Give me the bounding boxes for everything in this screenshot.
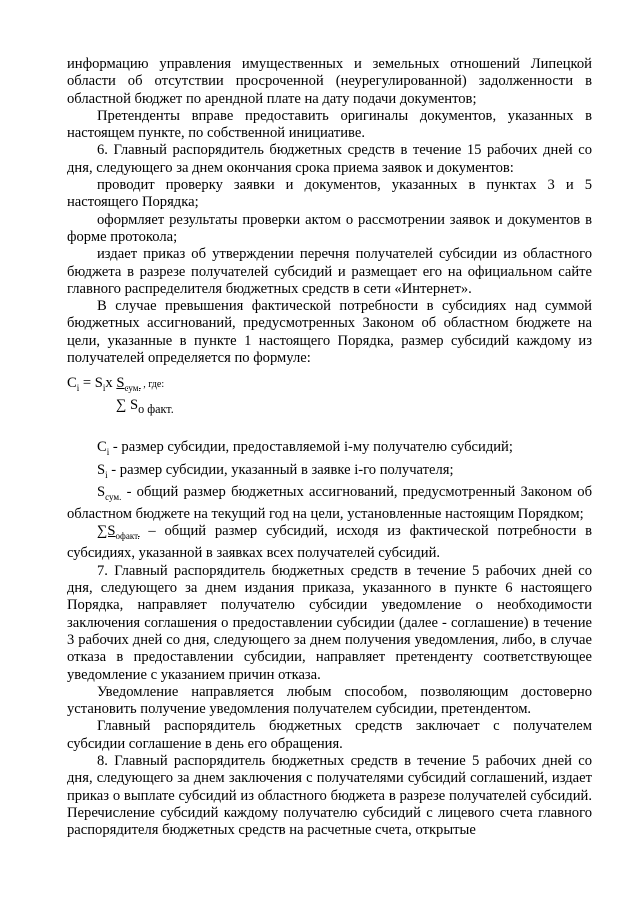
paragraph-13: Уведомление направляется любым способом, позволяющим достоверно установить получение уведомления получателем субсидии, претендентом. xyxy=(67,683,592,718)
formula-s-sum: $S_{сум.}$ xyxy=(116,375,141,394)
definition-si: $S_i$ - размер субсидии, указанный в заявке i-го получателя; xyxy=(97,461,454,480)
formula-denominator: ∑ $S_{о факт.}$ xyxy=(116,397,174,417)
paragraph-1: информацию управления имущественных и земельных отношений Липецкой области об отсутствии просроченной (неурегулированной) задолженности в областной бюджет по арендной плате на дату подачи документов; xyxy=(67,56,592,107)
definition-sfact: $\sum S_{офакт.}$ – общий размер субсидий, исходя из фактической потребности в субсидиях, указанной в заявках всех получателей субсидий. xyxy=(67,523,592,562)
paragraph-15: 8. Главный распорядитель бюджетных средств в течение 5 рабочих дней со дня, следующего за днем заключения с получателями субсидий соглашений, издает приказ о выплате субсидий из областного бюджета в разрезе получателей субсидий. Перечисление субсидий каждому получателю субсидий с лицевого счета главного распорядителя бюджетных средств на расчетные счета, открытые xyxy=(67,753,592,839)
paragraph-7: В случае превышения фактической потребности в субсидиях над суммой бюджетных ассигнований, предусмотренных Законом об областном бюджете на цели, указанные в пункте 1 настоящего Порядка, размер субсидий каждому из получателей определяется по формуле: xyxy=(67,298,592,367)
document-page xyxy=(67,56,592,840)
definition-ssum: $S_{сум.}$ - общий размер бюджетных ассигнований, предусмотренный Законом об областном бюджете на текущий год на цели, установленные настоящим Порядком; xyxy=(67,483,593,522)
paragraph-4: проводит проверку заявки и документов, указанных в пунктах 3 и 5 настоящего Порядка; xyxy=(67,177,592,211)
formula xyxy=(67,369,592,425)
formula-numerator: $C_i = S_ix$ $S_{сум.}$ , где: xyxy=(67,375,165,394)
paragraph-5: оформляет результаты проверки актом о рассмотрении заявок и документов в форме протокола; xyxy=(67,211,592,245)
paragraph-6: издает приказ об утверждении перечня получателей субсидии из областного бюджета в разрезе получателей субсидий и размещает его на официальном сайте главного распределителя бюджетных средств в сети «Интернет». xyxy=(67,246,592,297)
definition-ci: $C_i$ - размер субсидии, предоставляемой i-му получателю субсидий; xyxy=(97,439,513,458)
paragraph-3: 6. Главный распорядитель бюджетных средств в течение 15 рабочих дней со дня, следующего за днем окончания срока приема заявок и документов: xyxy=(67,142,592,176)
paragraph-12: 7. Главный распорядитель бюджетных средств в течение 5 рабочих дней со дня, следующего за днем издания приказа, указанного в пункте 6 настоящего Порядка, направляет получателю субсидии уведомление о необходимости заключения соглашения о предоставлении субсидии (далее - соглашение) в течение 3 рабочих дней со дня, следующего за днем получения уведомления, либо, в случае отказа в предоставлении субсидии, направляет претенденту соответствующее уведомление с указанием причин отказа. xyxy=(67,562,592,683)
paragraph-14: Главный распорядитель бюджетных средств заключает с получателем субсидии соглашение в день его обращения. xyxy=(67,718,592,752)
paragraph-2: Претенденты вправе предоставить оригиналы документов, указанных в настоящем пункте, по собственной инициативе. xyxy=(67,107,592,142)
